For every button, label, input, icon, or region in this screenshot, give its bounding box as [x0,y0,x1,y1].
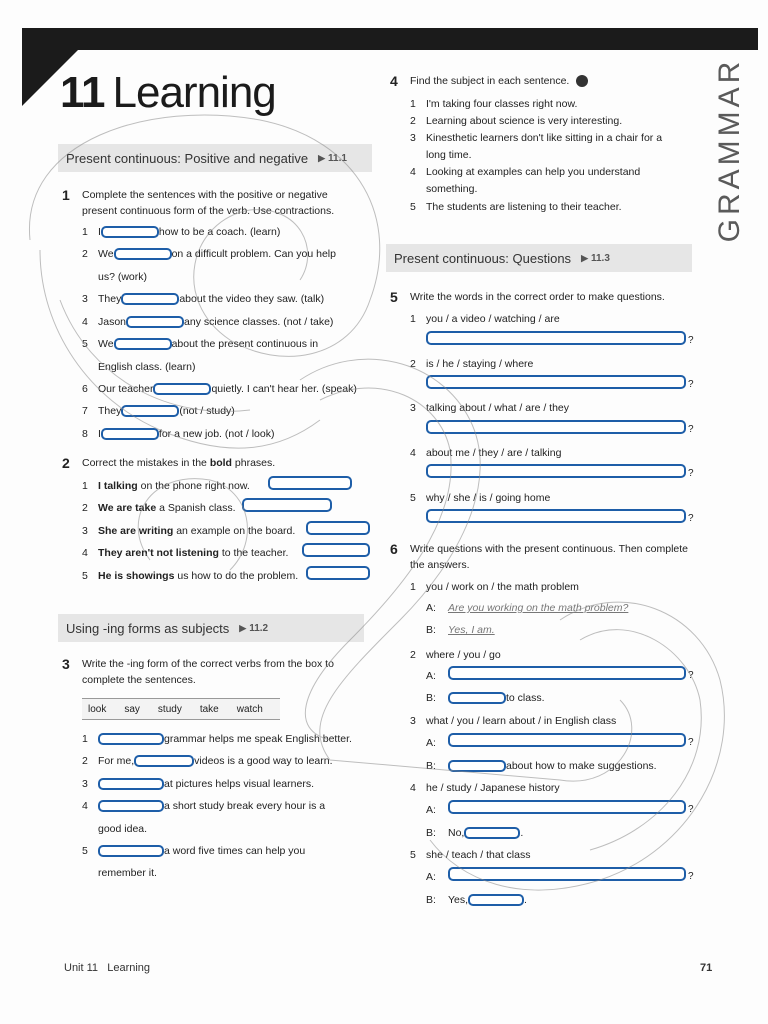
answer-blank[interactable] [134,755,194,767]
answer-blank[interactable] [98,733,164,745]
answer-blank[interactable] [101,428,159,440]
ex6-answer-b: B: Yes, . [426,894,527,906]
answer-blank[interactable] [448,760,506,772]
section-ref: ▶ 11.2 [239,623,268,634]
exercise-3-instruction: 3 Write the -ing form of the correct verbs from the box to complete the sentences. [62,656,334,686]
ex1-item: 4 Jason any science classes. (not / take) [82,316,334,328]
answer-blank[interactable] [114,248,172,260]
ex6-answer-a: A: [426,804,436,816]
answer-field[interactable] [448,800,686,814]
ex4-item-cont: something. [426,183,478,195]
ex3-item-cont: good idea. [98,823,148,835]
exercise-1-instruction: 1 Complete the sentences with the positive or negative present continuous form of the verb. Use contractions. [62,187,335,217]
ex6-answer-a: A: Are you working on the math problem? [426,602,629,614]
page-number: 71 [700,962,713,974]
ex4-item: 3 Kinesthetic learners don't like sitting in a chair for a [410,132,663,144]
ex6-answer-a: A: [426,670,436,682]
ex1-item: 6 Our teacher quietly. I can't hear her. (speak) [82,383,357,395]
ex1-item-cont: English class. (learn) [98,361,196,373]
exercise-number: 6 [390,541,398,557]
ex6-answer-b: B: about how to make suggestions. [426,760,657,772]
section-ref: ▶ 11.1 [318,153,347,164]
exercise-number: 2 [62,455,70,471]
answer-field[interactable] [448,867,686,881]
model-answer: Are you working on the math problem? [448,602,629,614]
answer-blank[interactable] [121,405,179,417]
answer-field[interactable] [302,543,370,557]
section-header-ing-forms: Using -ing forms as subjects ▶ 11.2 [58,614,364,642]
answer-blank[interactable] [153,383,211,395]
answer-blank[interactable] [101,226,159,238]
answer-field[interactable] [426,331,686,345]
ex1-item: 5 We about the present continuous in [82,338,319,350]
ex1-item: 3 They about the video they saw. (talk) [82,293,325,305]
answer-blank[interactable] [468,894,524,906]
ex6-item: 3 what / you / learn about / in English class [410,715,617,727]
ex6-answer-b: B: No, . [426,827,524,839]
exercise-2-instruction: 2 Correct the mistakes in the bold phrases. [62,455,276,471]
ex6-item: 1 you / work on / the math problem [410,581,579,593]
answer-field[interactable] [448,733,686,747]
ex2-item: 2 We are take a Spanish class. [82,502,236,514]
exercise-5-instruction: 5 Write the words in the correct order to make questions. [390,289,665,305]
answer-field[interactable] [426,509,686,523]
answer-blank[interactable] [464,827,520,839]
ex3-item: 2 For me, videos is a good way to learn. [82,755,333,767]
word-box: look say study take watch [82,698,280,720]
exercise-number: 3 [62,656,70,672]
answer-field[interactable] [268,476,352,490]
ex6-item: 4 he / study / Japanese history [410,782,560,794]
ex3-item: 3 at pictures helps visual learners. [82,778,314,790]
ex1-item: 7 They (not / study) [82,405,235,417]
ex1-item: 1 I how to be a coach. (learn) [82,226,281,238]
answer-blank[interactable] [121,293,179,305]
ex1-item: 8 I for a new job. (not / look) [82,428,275,440]
ex6-item: 2 where / you / go [410,649,501,661]
footer-unit: Unit 11 Learning [64,962,151,974]
ex1-item: 2 We on a difficult problem. Can you help [82,248,336,260]
ex3-item: 5 a word five times can help you [82,845,306,857]
ex1-item-cont: us? (work) [98,271,148,283]
ex3-item-cont: remember it. [98,867,157,879]
section-header-present-continuous: Present continuous: Positive and negative ▶ 11.1 [58,144,372,172]
grammar-sidebar-label: GRAMMAR [713,57,746,243]
ex6-answer-b: B: Yes, I am. [426,624,495,636]
answer-blank[interactable] [448,692,506,704]
exercise-4-instruction: 4 Find the subject in each sentence. [410,73,690,89]
ex5-item: 3 talking about / what / are / they [410,402,570,414]
ex6-answer-b: B: to class. [426,692,545,704]
ex6-answer-a: A: [426,871,436,883]
ex3-item: 4 a short study break every hour is a [82,800,326,812]
answer-blank[interactable] [98,845,164,857]
answer-field[interactable] [426,420,686,434]
answer-field[interactable] [426,464,686,478]
answer-blank[interactable] [126,316,184,328]
ex2-item: 3 She are writing an example on the board. [82,525,296,537]
ex4-item: 2 Learning about science is very interesting. [410,115,623,127]
pencil-icon [576,75,588,87]
exercise-number: 4 [390,73,398,89]
ex2-item: 1 I talking on the phone right now. [82,480,250,492]
ex5-item: 4 about me / they / are / talking [410,447,562,459]
ex5-item: 5 why / she / is / going home [410,492,551,504]
unit-name: Learning [112,68,276,117]
ex6-answer-a: A: [426,737,436,749]
ex4-item: 5 The students are listening to their teacher. [410,201,622,213]
section-ref: ▶ 11.3 [581,253,610,264]
answer-field[interactable] [426,375,686,389]
ex2-item: 4 They aren't not listening to the teacher. [82,547,289,559]
ex2-item: 5 He is showings us how to do the problem. [82,570,299,582]
ex4-item: 4 Looking at examples can help you understand [410,166,641,178]
ex3-item: 1 grammar helps me speak English better. [82,733,352,745]
exercise-number: 5 [390,289,398,305]
ex4-item: 1 I'm taking four classes right now. [410,98,578,110]
answer-field[interactable] [306,521,370,535]
exercise-number: 1 [62,187,70,203]
ex5-item: 1 you / a video / watching / are [410,313,560,325]
unit-number: 11 [60,68,105,117]
ex4-item-cont: long time. [426,149,472,161]
ex5-item: 2 is / he / staying / where [410,358,534,370]
unit-title [60,68,276,118]
ex6-item: 5 she / teach / that class [410,849,531,861]
answer-blank[interactable] [98,778,164,790]
section-header-questions: Present continuous: Questions ▶ 11.3 [386,244,692,272]
exercise-6-instruction: 6 Write questions with the present continuous. Then complete the answers. [390,541,689,571]
answer-field[interactable] [306,566,370,580]
answer-blank[interactable] [98,800,164,812]
model-answer: Yes, I am. [448,624,495,636]
answer-blank[interactable] [114,338,172,350]
top-banner [22,28,758,50]
answer-field[interactable] [242,498,332,512]
answer-field[interactable] [448,666,686,680]
